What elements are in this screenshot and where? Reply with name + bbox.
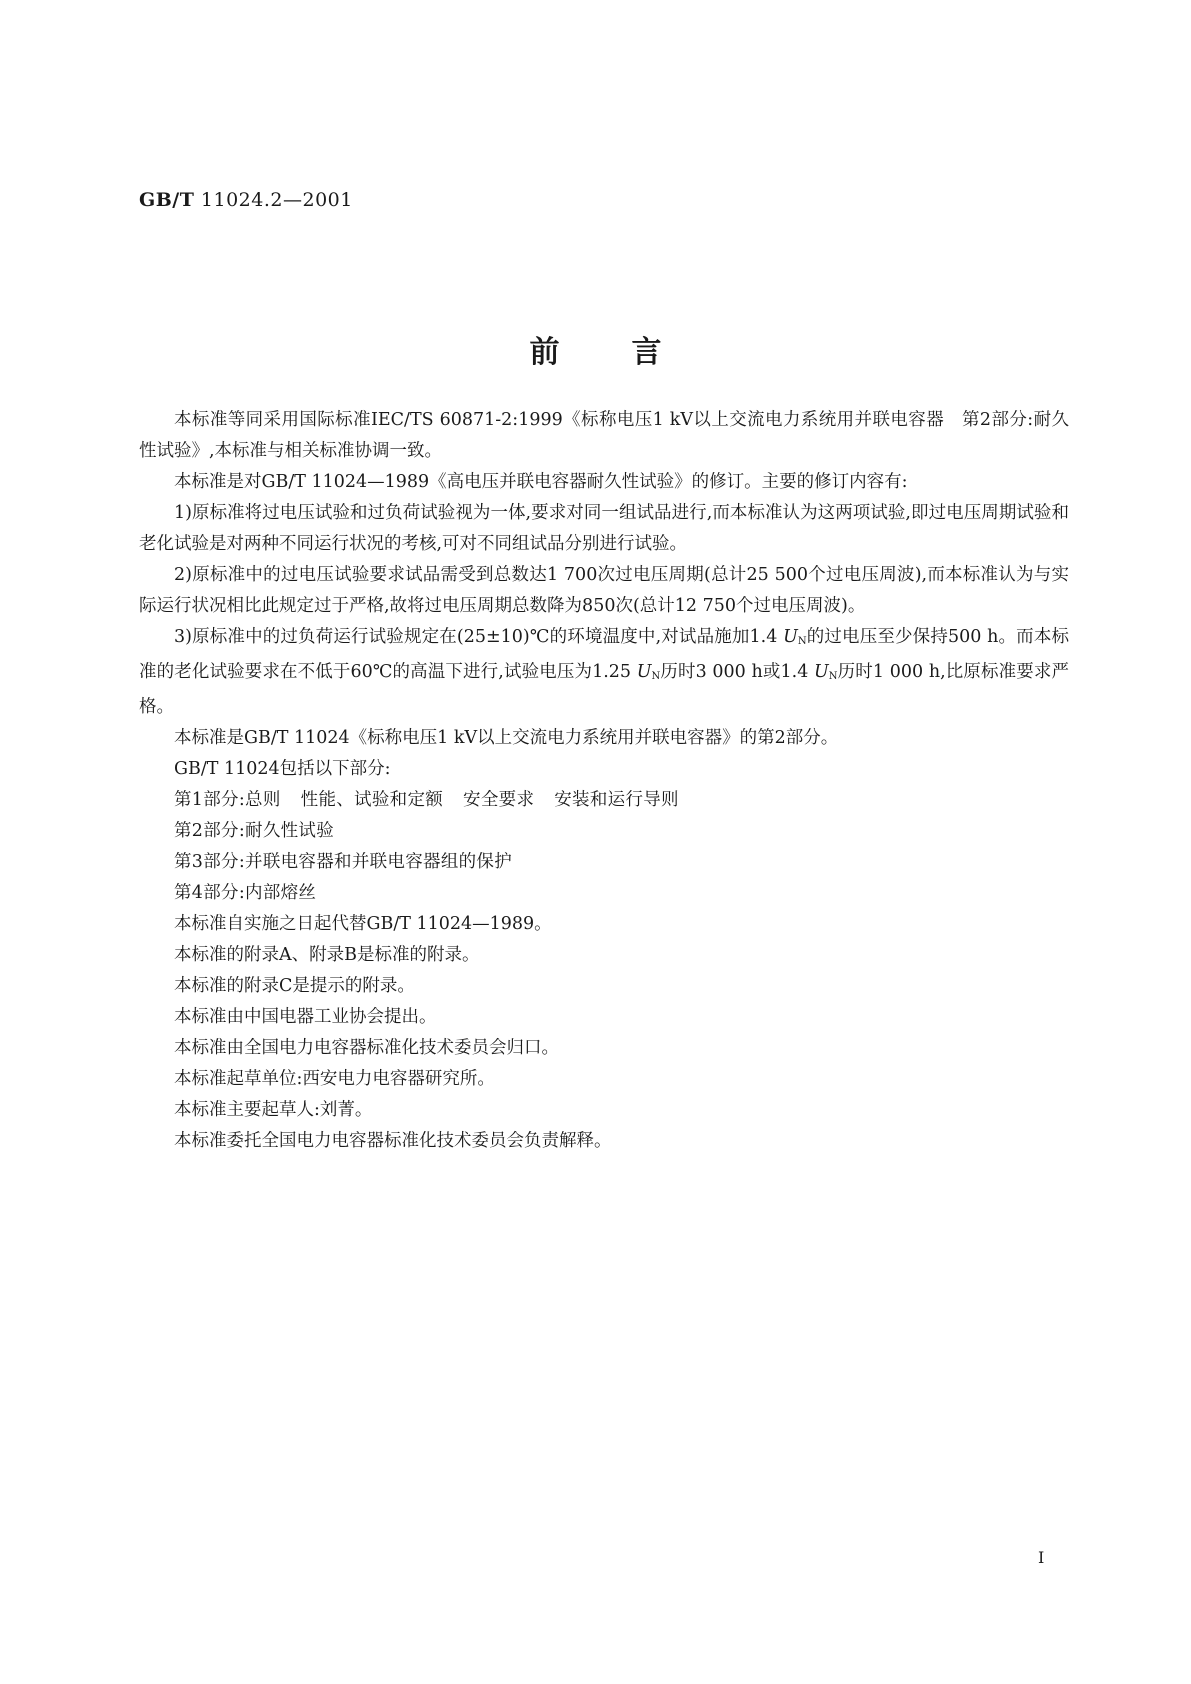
paragraph-revision-intro: 本标准是对GB/T 11024—1989《高电压并联电容器耐久性试验》的修订。主要的修订内容有: xyxy=(174,472,908,492)
part-1-item-3: 安全要求 xyxy=(463,790,535,810)
paragraph-normative-annexes: 本标准的附录A、附录B是标准的附录。 xyxy=(174,945,480,965)
revision-3-part-c: 历时3 000 h或1.4 xyxy=(660,662,815,682)
paragraph-drafter: 本标准主要起草人:刘菁。 xyxy=(174,1100,373,1120)
paragraph-revision-1: 1)原标准将过电压试验和过负荷试验视为一体,要求对同一组试品进行,而本标准认为这两项试验,即过电压周期试验和老化试验是对两种不同运行状况的考核,可对不同组试品分别进行试验。 xyxy=(139,503,1069,554)
rated-voltage-symbol: U xyxy=(783,627,798,647)
standard-code-header xyxy=(139,189,353,211)
revision-3-part-d: 历时1 000 h,比原标准要求严格。 xyxy=(139,662,1070,717)
rated-voltage-symbol: U xyxy=(636,662,652,682)
list-item-part-3: 第3部分:并联电容器和并联电容器组的保护 xyxy=(174,852,513,872)
list-item-part-4: 第4部分:内部熔丝 xyxy=(174,883,317,903)
paragraph-series-intro: GB/T 11024包括以下部分: xyxy=(174,759,391,779)
list-item-part-2: 第2部分:耐久性试验 xyxy=(174,821,335,841)
part-1-item-4: 安装和运行导则 xyxy=(554,790,679,810)
paragraph-interpretation: 本标准委托全国电力电容器标准化技术委员会负责解释。 xyxy=(174,1131,612,1151)
paragraph-part-of-series: 本标准是GB/T 11024《标称电压1 kV以上交流电力系统用并联电容器》的第2部分。 xyxy=(174,728,839,748)
standard-number: 11024.2—2001 xyxy=(200,189,353,211)
rated-voltage-symbol: U xyxy=(814,662,829,682)
paragraph-revision-2: 2)原标准中的过电压试验要求试品需受到总数达1 700次过电压周期(总计25 500个过电压周波),而本标准认为与实际运行状况相比此规定过于严格,故将过电压周期总数降为850次(总计12 750个过电压周波)。 xyxy=(139,565,1069,616)
paragraph-centralized-by: 本标准由全国电力电容器标准化技术委员会归口。 xyxy=(174,1038,559,1058)
paragraph-informative-annex: 本标准的附录C是提示的附录。 xyxy=(174,976,415,996)
rated-voltage-subscript: N xyxy=(828,671,838,682)
revision-3-part-a: 3)原标准中的过负荷运行试验规定在(25±10)℃的环境温度中,对试品施加1.4 xyxy=(174,627,784,647)
part-1-lead: 第1部分:总则 xyxy=(174,790,281,810)
paragraph-drafting-unit: 本标准起草单位:西安电力电容器研究所。 xyxy=(174,1069,495,1089)
page-title: 前言 xyxy=(529,335,734,370)
paragraph-revision-3 xyxy=(139,622,1069,723)
part-1-item-2: 性能、试验和定额 xyxy=(300,790,444,810)
paragraph-replaces: 本标准自实施之日起代替GB/T 11024—1989。 xyxy=(174,914,552,934)
revision-3-part-b: 的过电压至少保持500 h。而本标准的老化试验要求在不低于60℃的高温下进行,试验电压为1.25 xyxy=(139,627,1069,682)
list-item-part-1 xyxy=(139,785,1069,816)
paragraph-proposed-by: 本标准由中国电器工业协会提出。 xyxy=(174,1007,437,1027)
paragraph-adoption: 本标准等同采用国际标准IEC/TS 60871-2:1999《标称电压1 kV以上交流电力系统用并联电容器 第2部分:耐久性试验》,本标准与相关标准协调一致。 xyxy=(139,410,1069,461)
rated-voltage-subscript: N xyxy=(651,671,661,682)
foreword-body xyxy=(139,405,1069,1157)
rated-voltage-subscript: N xyxy=(797,636,807,647)
page-number: I xyxy=(1038,1548,1045,1567)
standard-prefix: GB/T xyxy=(139,189,195,211)
